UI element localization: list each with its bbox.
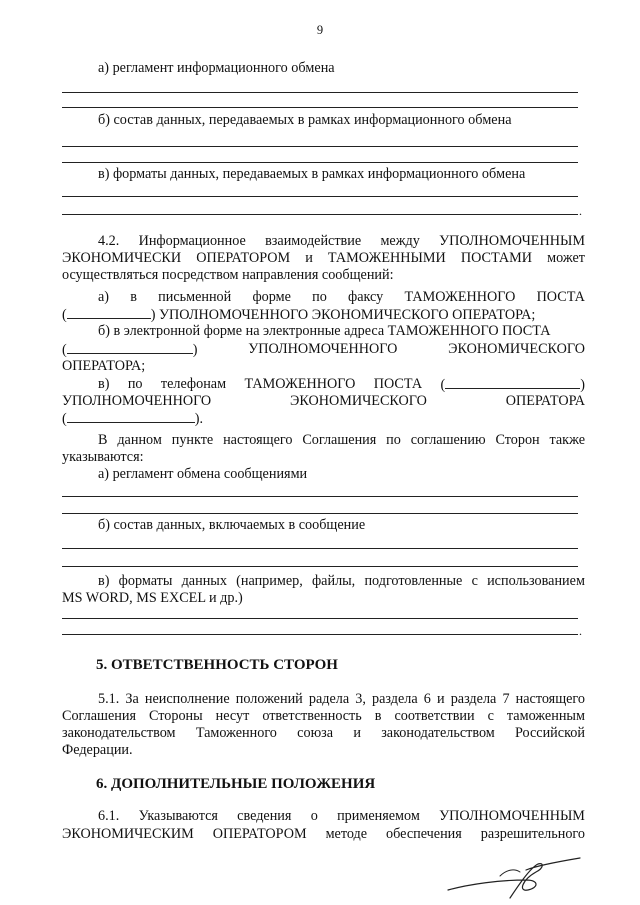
blank-field <box>67 341 193 354</box>
section-heading: 5. ОТВЕТСТВЕННОСТЬ СТОРОН <box>96 657 338 673</box>
item-message-data: б) состав данных, включаемых в сообщение <box>98 517 366 533</box>
page-number: 9 <box>316 23 324 37</box>
item-message-formats: в) форматы данных (например, файлы, подготовленные с использованием <box>98 573 585 589</box>
line-end-dot: . <box>579 204 582 218</box>
clause-6-1-line: 6.1. Указываются сведения о применяемом УПОЛНОМОЧЕННЫМ <box>98 808 585 824</box>
fill-line <box>62 214 578 215</box>
clause-5-1-line: Соглашения Стороны несут ответственность в соответствии с таможенным <box>62 708 585 724</box>
clause-5-1-line: законодательством Таможенного союза и законодательством Российской <box>62 725 585 741</box>
blank-field <box>67 410 195 423</box>
clause-note-line: указываются: <box>62 449 144 465</box>
fax-item-line: а) в письменной форме по факсу ТАМОЖЕННОГО ПОСТА <box>98 289 585 305</box>
fax-item-line: ( ) УПОЛНОМОЧЕННОГО ЭКОНОМИЧЕСКОГО ОПЕРАТОРА; <box>62 307 536 323</box>
clause-4-2-line: 4.2. Информационное взаимодействие между УПОЛНОМОЧЕННЫМ <box>98 233 585 249</box>
item-message-regulation: а) регламент обмена сообщениями <box>98 466 308 482</box>
clause-5-1-line: Федерации. <box>62 742 133 758</box>
fill-line <box>62 634 578 635</box>
fill-line <box>62 196 578 197</box>
fill-line <box>62 146 578 147</box>
clause-note-line: В данном пункте настоящего Соглашения по соглашению Сторон также <box>98 432 585 448</box>
item-exchange-data: б) состав данных, передаваемых в рамках информационного обмена <box>98 112 512 128</box>
phone-item-line: УПОЛНОМОЧЕННОГО ЭКОНОМИЧЕСКОГО ОПЕРАТОРА <box>62 393 585 409</box>
phone-item-line: в) по телефонам ТАМОЖЕННОГО ПОСТА ( ) <box>98 376 585 393</box>
item-exchange-formats: в) форматы данных, передаваемых в рамках информационного обмена <box>98 166 526 182</box>
fill-line <box>62 92 578 93</box>
email-item-line: ( ) УПОЛНОМОЧЕННОГО ЭКОНОМИЧЕСКОГО <box>62 341 585 358</box>
fill-line <box>62 618 578 619</box>
fill-line <box>62 496 578 497</box>
clause-4-2-line: осуществляться посредством направления сообщений: <box>62 267 394 283</box>
clause-5-1-line: 5.1. За неисполнение положений радела 3, раздела 6 и раздела 7 настоящего <box>98 691 585 707</box>
item-exchange-regulation: а) регламент информационного обмена <box>98 60 335 76</box>
line-end-dot: . <box>579 624 582 638</box>
fill-line <box>62 548 578 549</box>
signature-mark <box>440 850 590 902</box>
blank-field <box>445 376 580 389</box>
clause-4-2-line: ЭКОНОМИЧЕСКИ ОПЕРАТОРОМ и ТАМОЖЕННЫМИ ПОСТАМИ может <box>62 250 585 266</box>
section-heading: 6. ДОПОЛНИТЕЛЬНЫЕ ПОЛОЖЕНИЯ <box>96 776 376 792</box>
fill-line <box>62 513 578 514</box>
phone-item-line: ( ). <box>62 411 204 427</box>
fill-line <box>62 566 578 567</box>
email-item-line: б) в электронной форме на электронные адреса ТАМОЖЕННОГО ПОСТА <box>98 323 551 339</box>
blank-field <box>67 306 151 319</box>
item-message-formats: MS WORD, MS EXCEL и др.) <box>62 590 243 606</box>
fill-line <box>62 162 578 163</box>
clause-6-1-line: ЭКОНОМИЧЕСКИМ ОПЕРАТОРОМ методе обеспечения разрешительного <box>62 826 585 842</box>
email-item-line: ОПЕРАТОРА; <box>62 358 146 374</box>
fill-line <box>62 107 578 108</box>
